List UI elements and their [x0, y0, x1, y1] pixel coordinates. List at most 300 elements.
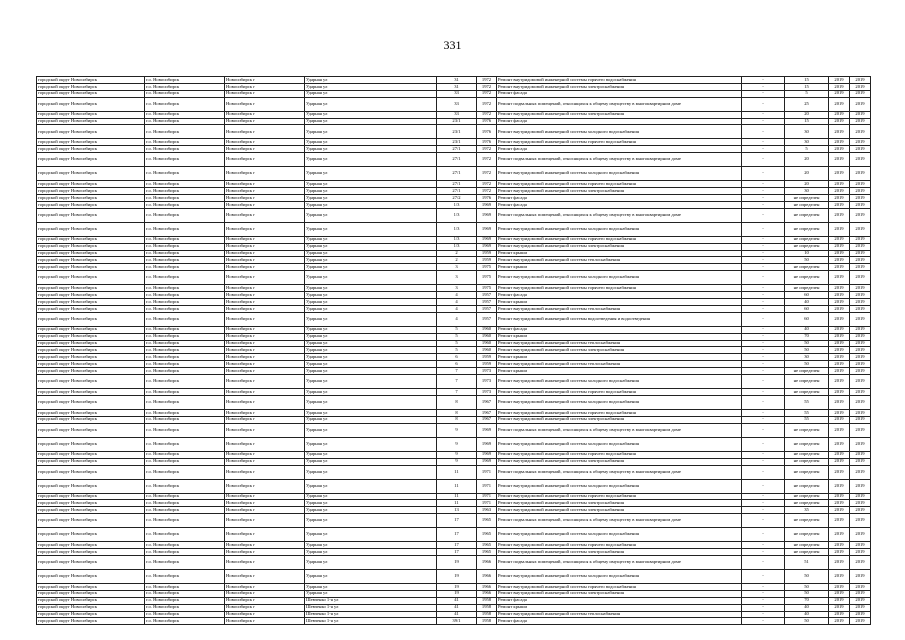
table-row	[37, 90, 871, 97]
cell-marker: -	[742, 340, 785, 347]
table-row	[37, 305, 871, 312]
cell-work-type: Ремонт внутридомовой инженерной системы электроснабжения	[497, 243, 742, 250]
cell-year: 1971	[477, 465, 497, 479]
cell-cost: 60	[785, 292, 829, 299]
cell-year-end: 2019	[850, 153, 871, 167]
cell-marker: -	[742, 423, 785, 437]
cell-work-type: Ремонт внутридомовой инженерной системы электроснабжения	[497, 347, 742, 354]
cell-street: Ударная ул	[305, 542, 437, 549]
cell-cost: 55	[785, 409, 829, 416]
cell-marker: -	[742, 167, 785, 181]
cell-city: Новосибирск г	[225, 528, 305, 542]
cell-year: 1958	[477, 604, 497, 611]
cell-street: Ударная ул	[305, 264, 437, 271]
table-row	[37, 188, 871, 195]
cell-year-end: 2019	[850, 90, 871, 97]
cell-marker: -	[742, 264, 785, 271]
cell-district: городской округ Новосибирск	[37, 340, 145, 347]
cell-municipality: г.о. Новосибирск	[145, 90, 225, 97]
cell-cost: 70	[785, 597, 829, 604]
cell-city: Новосибирск г	[225, 125, 305, 139]
cell-district: городской округ Новосибирск	[37, 305, 145, 312]
cell-work-type: Ремонт внутридомовой инженерной системы холодного водоснабжения	[497, 167, 742, 181]
cell-city: Новосибирск г	[225, 299, 305, 306]
table-row	[37, 111, 871, 118]
cell-marker: -	[742, 250, 785, 257]
cell-work-type: Ремонт внутридомовой инженерной системы холодного водоснабжения	[497, 395, 742, 409]
table-row	[37, 409, 871, 416]
cell-year-end: 2019	[850, 111, 871, 118]
cell-district: городской округ Новосибирск	[37, 125, 145, 139]
cell-city: Новосибирск г	[225, 569, 305, 583]
cell-year: 1966	[477, 555, 497, 569]
cell-house: 1/3	[437, 222, 477, 236]
cell-city: Новосибирск г	[225, 507, 305, 514]
cell-year-start: 2019	[829, 188, 850, 195]
cell-street: Ударная ул	[305, 125, 437, 139]
cell-municipality: г.о. Новосибирск	[145, 118, 225, 125]
cell-district: городской округ Новосибирск	[37, 264, 145, 271]
cell-work-type: Ремонт подвальных помещений, относящихся к общему имуществу в многоквартирном доме	[497, 153, 742, 167]
cell-house: 33	[437, 90, 477, 97]
cell-year-end: 2019	[850, 195, 871, 202]
cell-cost: 40	[785, 604, 829, 611]
cell-cost: не определен	[785, 493, 829, 500]
cell-work-type: Ремонт внутридомовой инженерной системы электроснабжения	[497, 549, 742, 556]
cell-city: Новосибирск г	[225, 181, 305, 188]
cell-municipality: г.о. Новосибирск	[145, 243, 225, 250]
cell-house: 7	[437, 368, 477, 375]
table-row	[37, 597, 871, 604]
cell-year-start: 2019	[829, 305, 850, 312]
table-row	[37, 347, 871, 354]
cell-work-type: Ремонт подвальных помещений, относящихся к общему имуществу в многоквартирном доме	[497, 208, 742, 222]
cell-street: Ударная ул	[305, 250, 437, 257]
cell-year: 1972	[477, 111, 497, 118]
cell-cost: 20	[785, 153, 829, 167]
cell-work-type: Ремонт внутридомовой инженерной системы холодного водоснабжения	[497, 569, 742, 583]
cell-district: городской округ Новосибирск	[37, 395, 145, 409]
page-number: 331	[443, 38, 462, 52]
cell-work-type: Ремонт внутридомовой инженерной системы теплоснабжения	[497, 305, 742, 312]
cell-work-type: Ремонт подвальных помещений, относящихся к общему имуществу в многоквартирном доме	[497, 423, 742, 437]
cell-work-type: Ремонт подвальных помещений, относящихся к общему имуществу в многоквартирном доме	[497, 97, 742, 111]
cell-year: 1976	[477, 125, 497, 139]
cell-year-end: 2019	[850, 583, 871, 590]
cell-municipality: г.о. Новосибирск	[145, 271, 225, 285]
cell-cost: не определен	[785, 423, 829, 437]
cell-year: 1960	[477, 333, 497, 340]
table-row	[37, 222, 871, 236]
cell-work-type: Ремонт крыши	[497, 299, 742, 306]
cell-house: 11	[437, 500, 477, 507]
cell-street: Ударная ул	[305, 146, 437, 153]
cell-cost: 50	[785, 583, 829, 590]
cell-marker: -	[742, 347, 785, 354]
cell-municipality: г.о. Новосибирск	[145, 312, 225, 326]
cell-cost: 30	[785, 188, 829, 195]
cell-house: 9	[437, 458, 477, 465]
cell-marker: -	[742, 312, 785, 326]
cell-street: Ударная ул	[305, 451, 437, 458]
cell-year: 1969	[477, 236, 497, 243]
cell-marker: -	[742, 549, 785, 556]
cell-district: городской округ Новосибирск	[37, 292, 145, 299]
cell-city: Новосибирск г	[225, 97, 305, 111]
cell-house: 27/1	[437, 153, 477, 167]
cell-municipality: г.о. Новосибирск	[145, 542, 225, 549]
cell-city: Новосибирск г	[225, 368, 305, 375]
cell-work-type: Ремонт крыши	[497, 368, 742, 375]
cell-year-end: 2019	[850, 451, 871, 458]
cell-work-type: Ремонт внутридомовой инженерной системы холодного водоснабжения	[497, 125, 742, 139]
table-row	[37, 77, 871, 84]
cell-municipality: г.о. Новосибирск	[145, 569, 225, 583]
cell-year: 1960	[477, 347, 497, 354]
cell-district: городской округ Новосибирск	[37, 326, 145, 333]
cell-municipality: г.о. Новосибирск	[145, 437, 225, 451]
cell-year-start: 2019	[829, 181, 850, 188]
cell-house: 27/1	[437, 181, 477, 188]
cell-marker: -	[742, 125, 785, 139]
cell-year-end: 2019	[850, 375, 871, 389]
cell-street: Ударная ул	[305, 555, 437, 569]
cell-year-start: 2019	[829, 201, 850, 208]
cell-city: Новосибирск г	[225, 409, 305, 416]
cell-district: городской округ Новосибирск	[37, 389, 145, 396]
cell-city: Новосибирск г	[225, 500, 305, 507]
cell-year-end: 2019	[850, 361, 871, 368]
cell-district: городской округ Новосибирск	[37, 139, 145, 146]
cell-municipality: г.о. Новосибирск	[145, 111, 225, 118]
cell-district: городской округ Новосибирск	[37, 611, 145, 618]
cell-municipality: г.о. Новосибирск	[145, 590, 225, 597]
cell-work-type: Ремонт фасада	[497, 597, 742, 604]
cell-year-end: 2019	[850, 305, 871, 312]
cell-work-type: Ремонт внутридомовой инженерной системы электроснабжения	[497, 590, 742, 597]
cell-house: 9	[437, 451, 477, 458]
cell-year-end: 2019	[850, 368, 871, 375]
cell-municipality: г.о. Новосибирск	[145, 181, 225, 188]
cell-street: Ударная ул	[305, 167, 437, 181]
cell-city: Новосибирск г	[225, 618, 305, 625]
cell-house: 19	[437, 583, 477, 590]
cell-house: 6	[437, 354, 477, 361]
cell-work-type: Ремонт подвальных помещений, относящихся к общему имуществу в многоквартирном доме	[497, 514, 742, 528]
cell-work-type: Ремонт фасада	[497, 195, 742, 202]
cell-marker: -	[742, 195, 785, 202]
cell-work-type: Ремонт внутридомовой инженерной системы горячего водоснабжения	[497, 409, 742, 416]
cell-year-end: 2019	[850, 188, 871, 195]
cell-municipality: г.о. Новосибирск	[145, 347, 225, 354]
cell-work-type: Ремонт внутридомовой инженерной системы электроснабжения	[497, 507, 742, 514]
cell-district: городской округ Новосибирск	[37, 299, 145, 306]
cell-work-type: Ремонт внутридомовой инженерной системы горячего водоснабжения	[497, 77, 742, 84]
table-row	[37, 243, 871, 250]
cell-district: городской округ Новосибирск	[37, 368, 145, 375]
cell-work-type: Ремонт крыши	[497, 354, 742, 361]
cell-year-end: 2019	[850, 326, 871, 333]
cell-municipality: г.о. Новосибирск	[145, 458, 225, 465]
cell-marker: -	[742, 97, 785, 111]
table-row	[37, 299, 871, 306]
cell-year-end: 2019	[850, 528, 871, 542]
cell-cost: 25	[785, 97, 829, 111]
cell-district: городской округ Новосибирск	[37, 236, 145, 243]
cell-street: Ударная ул	[305, 305, 437, 312]
cell-district: городской округ Новосибирск	[37, 458, 145, 465]
cell-work-type: Ремонт подвальных помещений, относящихся к общему имуществу в многоквартирном доме	[497, 555, 742, 569]
cell-street: Ударная ул	[305, 139, 437, 146]
cell-year: 1966	[477, 569, 497, 583]
cell-district: городской округ Новосибирск	[37, 188, 145, 195]
cell-district: городской округ Новосибирск	[37, 479, 145, 493]
cell-work-type: Ремонт внутридомовой инженерной системы горячего водоснабжения	[497, 451, 742, 458]
table-row	[37, 618, 871, 625]
cell-work-type: Ремонт внутридомовой инженерной системы горячего водоснабжения	[497, 285, 742, 292]
cell-municipality: г.о. Новосибирск	[145, 222, 225, 236]
cell-city: Новосибирск г	[225, 604, 305, 611]
cell-city: Новосибирск г	[225, 555, 305, 569]
cell-house: 17	[437, 549, 477, 556]
cell-house: 8	[437, 395, 477, 409]
cell-year: 1969	[477, 243, 497, 250]
cell-municipality: г.о. Новосибирск	[145, 375, 225, 389]
cell-year-end: 2019	[850, 409, 871, 416]
cell-cost: 15	[785, 118, 829, 125]
cell-marker: -	[742, 583, 785, 590]
cell-year: 1975	[477, 264, 497, 271]
cell-district: городской округ Новосибирск	[37, 153, 145, 167]
cell-district: городской округ Новосибирск	[37, 77, 145, 84]
cell-year-end: 2019	[850, 125, 871, 139]
cell-house: 1/3	[437, 201, 477, 208]
table-row	[37, 167, 871, 181]
table-row	[37, 514, 871, 528]
cell-year: 1959	[477, 361, 497, 368]
cell-municipality: г.о. Новосибирск	[145, 236, 225, 243]
cell-year-end: 2019	[850, 181, 871, 188]
cell-cost: 35	[785, 507, 829, 514]
cell-house: 19	[437, 555, 477, 569]
table-body	[37, 77, 871, 625]
cell-cost: не определен	[785, 271, 829, 285]
cell-street: Ударная ул	[305, 201, 437, 208]
table-row	[37, 465, 871, 479]
cell-city: Новосибирск г	[225, 451, 305, 458]
cell-year-end: 2019	[850, 542, 871, 549]
cell-street: Ударная ул	[305, 181, 437, 188]
table-row	[37, 528, 871, 542]
table-row	[37, 83, 871, 90]
cell-work-type: Ремонт внутридомовой инженерной системы холодного водоснабжения	[497, 528, 742, 542]
cell-work-type: Ремонт внутридомовой инженерной системы холодного водоснабжения	[497, 222, 742, 236]
cell-year-end: 2019	[850, 271, 871, 285]
cell-year: 1959	[477, 354, 497, 361]
cell-district: городской округ Новосибирск	[37, 83, 145, 90]
cell-house: 4	[437, 305, 477, 312]
cell-marker: -	[742, 299, 785, 306]
cell-district: городской округ Новосибирск	[37, 285, 145, 292]
cell-year-start: 2019	[829, 549, 850, 556]
cell-house: 1/3	[437, 243, 477, 250]
cell-district: городской округ Новосибирск	[37, 333, 145, 340]
cell-cost: 5	[785, 146, 829, 153]
cell-house: 11	[437, 493, 477, 500]
cell-work-type: Ремонт внутридомовой инженерной системы электроснабжения	[497, 416, 742, 423]
cell-street: Ударная ул	[305, 479, 437, 493]
cell-house: 13	[437, 507, 477, 514]
table-row	[37, 326, 871, 333]
cell-year: 1960	[477, 326, 497, 333]
cell-street: Шевченко 1-я ул	[305, 597, 437, 604]
cell-year: 1972	[477, 90, 497, 97]
cell-marker: -	[742, 395, 785, 409]
cell-year-start: 2019	[829, 528, 850, 542]
table-row	[37, 361, 871, 368]
cell-cost: 55	[785, 395, 829, 409]
cell-year-end: 2019	[850, 549, 871, 556]
cell-street: Ударная ул	[305, 493, 437, 500]
cell-marker: -	[742, 361, 785, 368]
cell-house: 33	[437, 97, 477, 111]
cell-street: Ударная ул	[305, 77, 437, 84]
table-row	[37, 500, 871, 507]
cell-marker: -	[742, 236, 785, 243]
cell-marker: -	[742, 333, 785, 340]
cell-municipality: г.о. Новосибирск	[145, 423, 225, 437]
cell-cost: не определен	[785, 243, 829, 250]
cell-marker: -	[742, 118, 785, 125]
cell-district: городской округ Новосибирск	[37, 208, 145, 222]
cell-cost: не определен	[785, 195, 829, 202]
cell-marker: -	[742, 201, 785, 208]
table-row	[37, 153, 871, 167]
cell-year-end: 2019	[850, 250, 871, 257]
cell-year-start: 2019	[829, 167, 850, 181]
cell-street: Ударная ул	[305, 361, 437, 368]
cell-cost: не определен	[785, 222, 829, 236]
cell-year-start: 2019	[829, 83, 850, 90]
cell-marker: -	[742, 368, 785, 375]
cell-work-type: Ремонт крыши	[497, 604, 742, 611]
cell-street: Ударная ул	[305, 97, 437, 111]
cell-municipality: г.о. Новосибирск	[145, 507, 225, 514]
cell-marker: -	[742, 77, 785, 84]
cell-house: 23/1	[437, 139, 477, 146]
cell-city: Новосибирск г	[225, 236, 305, 243]
cell-year-start: 2019	[829, 479, 850, 493]
table-row	[37, 375, 871, 389]
table-row	[37, 451, 871, 458]
cell-street: Ударная ул	[305, 395, 437, 409]
cell-marker: -	[742, 542, 785, 549]
cell-work-type: Ремонт внутридомовой инженерной системы теплоснабжения	[497, 361, 742, 368]
cell-year: 1971	[477, 493, 497, 500]
cell-cost: 60	[785, 312, 829, 326]
cell-city: Новосибирск г	[225, 146, 305, 153]
cell-house: 17	[437, 528, 477, 542]
cell-year: 1973	[477, 368, 497, 375]
cell-city: Новосибирск г	[225, 111, 305, 118]
cell-street: Ударная ул	[305, 340, 437, 347]
cell-marker: -	[742, 375, 785, 389]
cell-marker: -	[742, 409, 785, 416]
cell-city: Новосибирск г	[225, 257, 305, 264]
cell-cost: не определен	[785, 285, 829, 292]
cell-year-start: 2019	[829, 389, 850, 396]
cell-year-end: 2019	[850, 604, 871, 611]
cell-cost: не определен	[785, 368, 829, 375]
cell-district: городской округ Новосибирск	[37, 451, 145, 458]
cell-city: Новосибирск г	[225, 326, 305, 333]
cell-district: городской округ Новосибирск	[37, 111, 145, 118]
cell-year-end: 2019	[850, 285, 871, 292]
cell-district: городской округ Новосибирск	[37, 423, 145, 437]
cell-street: Ударная ул	[305, 111, 437, 118]
cell-house: 5	[437, 340, 477, 347]
cell-year-start: 2019	[829, 409, 850, 416]
cell-municipality: г.о. Новосибирск	[145, 340, 225, 347]
cell-street: Ударная ул	[305, 243, 437, 250]
cell-year: 1973	[477, 389, 497, 396]
cell-municipality: г.о. Новосибирск	[145, 285, 225, 292]
cell-district: городской округ Новосибирск	[37, 222, 145, 236]
cell-district: городской округ Новосибирск	[37, 583, 145, 590]
cell-year-end: 2019	[850, 597, 871, 604]
cell-municipality: г.о. Новосибирск	[145, 299, 225, 306]
cell-house: 33	[437, 111, 477, 118]
table-row	[37, 493, 871, 500]
cell-house: 5	[437, 347, 477, 354]
cell-city: Новосибирск г	[225, 347, 305, 354]
cell-work-type: Ремонт внутридомовой инженерной системы горячего водоснабжения	[497, 236, 742, 243]
cell-year-start: 2019	[829, 354, 850, 361]
cell-marker: -	[742, 458, 785, 465]
table-row	[37, 97, 871, 111]
table-row	[37, 611, 871, 618]
cell-year-end: 2019	[850, 167, 871, 181]
cell-city: Новосибирск г	[225, 153, 305, 167]
cell-house: 1/3	[437, 236, 477, 243]
cell-house: 8	[437, 416, 477, 423]
cell-cost: 70	[785, 333, 829, 340]
cell-street: Ударная ул	[305, 195, 437, 202]
cell-work-type: Ремонт крыши	[497, 264, 742, 271]
cell-year-end: 2019	[850, 569, 871, 583]
cell-municipality: г.о. Новосибирск	[145, 292, 225, 299]
cell-year: 1965	[477, 514, 497, 528]
cell-city: Новосибирск г	[225, 312, 305, 326]
cell-year-end: 2019	[850, 514, 871, 528]
cell-street: Ударная ул	[305, 583, 437, 590]
cell-year: 1976	[477, 139, 497, 146]
cell-municipality: г.о. Новосибирск	[145, 555, 225, 569]
cell-house: 31	[437, 77, 477, 84]
cell-house: 11	[437, 465, 477, 479]
cell-year: 1967	[477, 395, 497, 409]
cell-year: 1957	[477, 312, 497, 326]
cell-street: Ударная ул	[305, 188, 437, 195]
cell-work-type: Ремонт внутридомовой инженерной системы теплоснабжения	[497, 340, 742, 347]
cell-marker: -	[742, 271, 785, 285]
cell-year: 1967	[477, 409, 497, 416]
cell-work-type: Ремонт внутридомовой инженерной системы горячего водоснабжения	[497, 583, 742, 590]
cell-municipality: г.о. Новосибирск	[145, 514, 225, 528]
cell-municipality: г.о. Новосибирск	[145, 493, 225, 500]
cell-district: городской округ Новосибирск	[37, 354, 145, 361]
cell-year-end: 2019	[850, 493, 871, 500]
